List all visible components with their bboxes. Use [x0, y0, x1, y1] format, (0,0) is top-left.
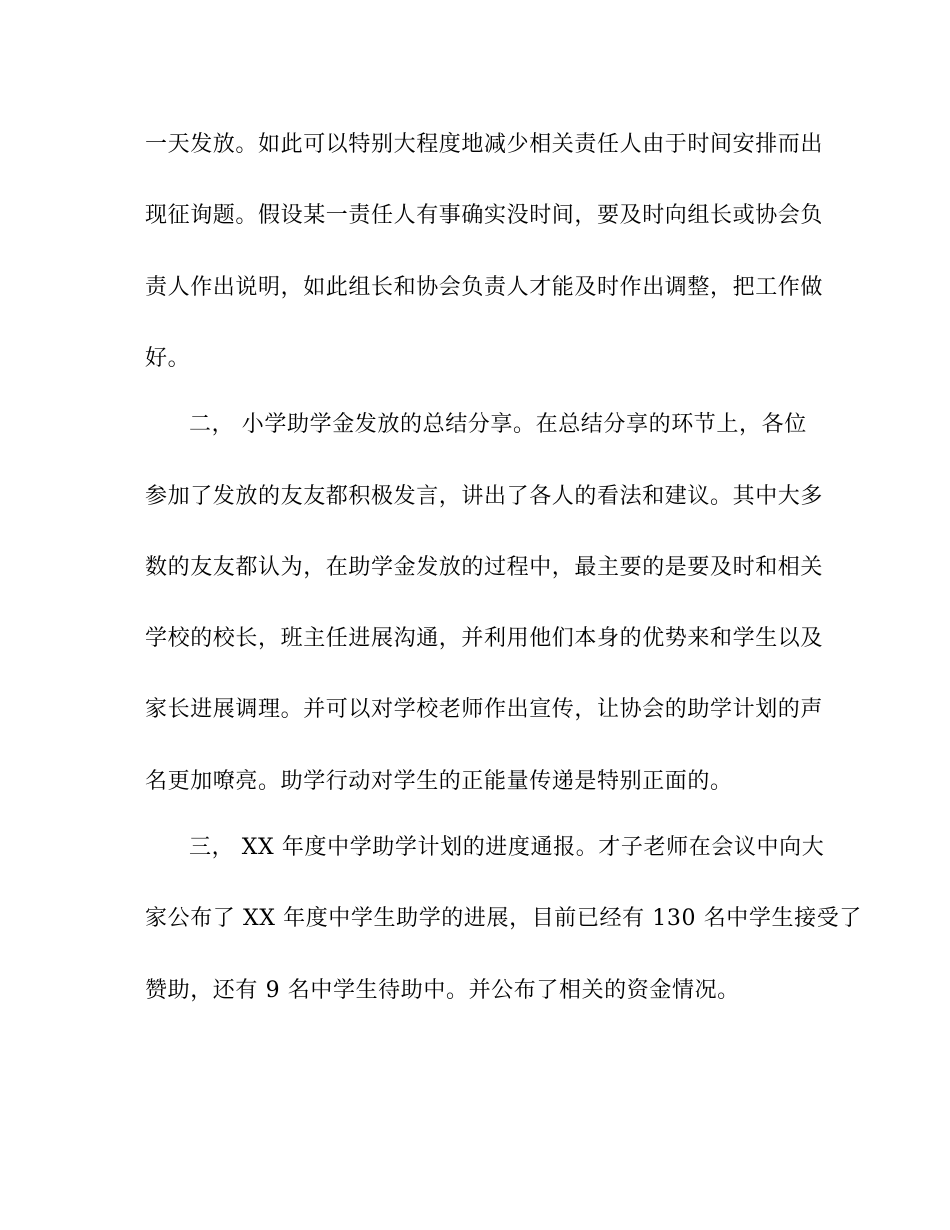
- section-heading-line: 二， 小学助学金发放的总结分享。在总结分享的环节上，各位: [189, 412, 807, 437]
- paragraph-line: 现征询题。假设某一责任人有事确实没时间，要及时向组长或协会负: [145, 203, 824, 228]
- paragraph-line: 参加了发放的友友都积极发言，讲出了各人的看法和建议。其中大多: [145, 484, 824, 509]
- paragraph-line: 名更加嘹亮。助学行动对学生的正能量传递是特别正面的。: [145, 769, 733, 794]
- paragraph-line: 赞助，还有 9 名中学生待助中。并公布了相关的资金情况。: [145, 978, 740, 1003]
- paragraph-line: 好。: [145, 346, 191, 371]
- paragraph-line: 学校的校长，班主任进展沟通，并利用他们本身的优势来和学生以及: [145, 626, 824, 651]
- paragraph-line: 责人作出说明，如此组长和协会负责人才能及时作出调整，把工作做: [145, 275, 824, 300]
- section-heading-line: 三， XX 年度中学助学计划的进度通报。才子老师在会议中向大: [189, 835, 825, 860]
- paragraph-line: 家长进展调理。并可以对学校老师作出宣传，让协会的助学计划的声: [145, 697, 824, 722]
- paragraph-line: 数的友友都认为，在助学金发放的过程中，最主要的是要及时和相关: [145, 555, 824, 580]
- paragraph-line: 一天发放。如此可以特别大程度地减少相关责任人由于时间安排而出: [145, 132, 824, 157]
- paragraph-line: 家公布了 XX 年度中学生助学的进展，目前已经有 130 名中学生接受了: [145, 906, 862, 931]
